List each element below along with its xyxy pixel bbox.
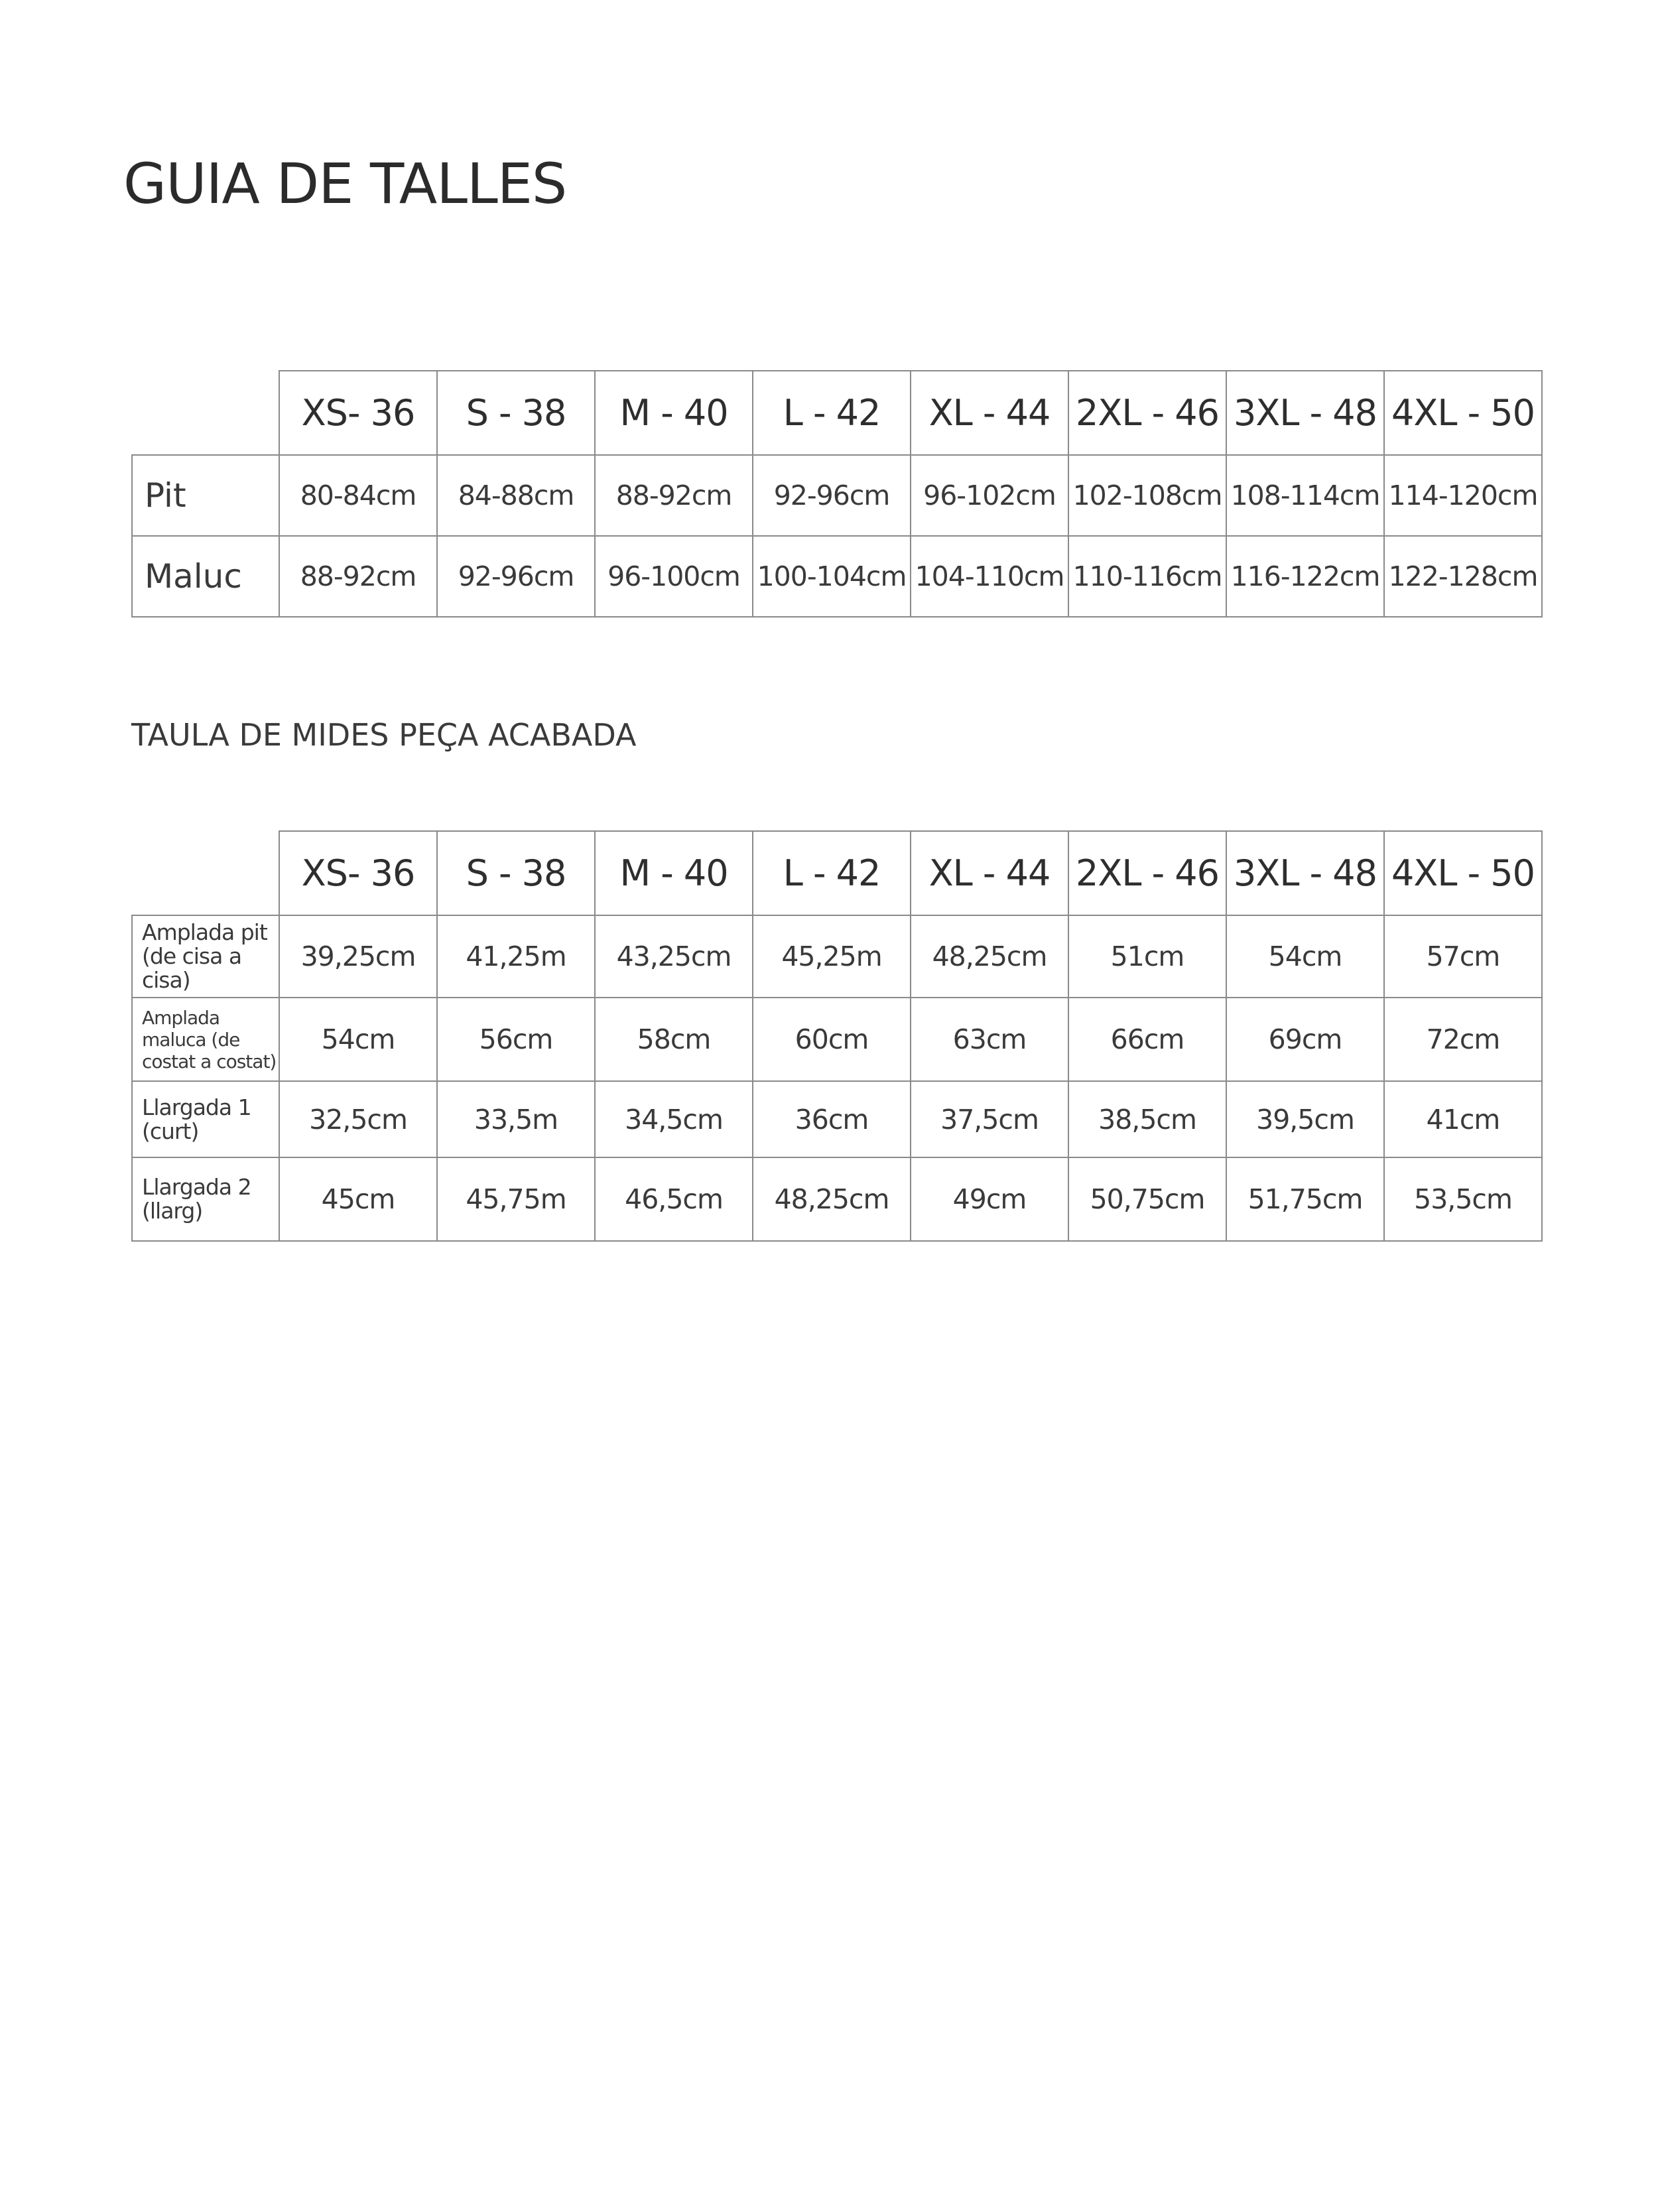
table-cell: 84-88cm bbox=[437, 455, 595, 536]
table-cell: 34,5cm bbox=[595, 1081, 753, 1157]
table-row bbox=[132, 1157, 1542, 1241]
table-cell: 80-84cm bbox=[279, 455, 437, 536]
size-header: 3XL - 48 bbox=[1226, 831, 1384, 915]
table-cell: 36cm bbox=[753, 1081, 911, 1157]
body-size-table bbox=[131, 370, 1543, 618]
table-cell: 57cm bbox=[1384, 915, 1542, 998]
size-header: L - 42 bbox=[753, 371, 911, 455]
table-cell: 45,25m bbox=[753, 915, 911, 998]
table-cell: 96-102cm bbox=[911, 455, 1068, 536]
size-header: 3XL - 48 bbox=[1226, 371, 1384, 455]
table-cell: 116-122cm bbox=[1226, 536, 1384, 617]
table-cell: 54cm bbox=[1226, 915, 1384, 998]
size-header: L - 42 bbox=[753, 831, 911, 915]
table-corner bbox=[132, 371, 279, 455]
size-header: M - 40 bbox=[595, 831, 753, 915]
table-cell: 53,5cm bbox=[1384, 1157, 1542, 1241]
table-cell: 39,5cm bbox=[1226, 1081, 1384, 1157]
row-label: Amplada pit (de cisa a cisa) bbox=[132, 915, 279, 998]
table-cell: 63cm bbox=[911, 998, 1068, 1081]
table-cell: 72cm bbox=[1384, 998, 1542, 1081]
finished-size-table bbox=[131, 830, 1543, 1242]
row-label: Amplada maluca (de costat a costat) bbox=[132, 998, 279, 1081]
table-cell: 50,75cm bbox=[1068, 1157, 1226, 1241]
table-cell: 48,25cm bbox=[911, 915, 1068, 998]
table-cell: 32,5cm bbox=[279, 1081, 437, 1157]
table-cell: 122-128cm bbox=[1384, 536, 1542, 617]
table-cell: 46,5cm bbox=[595, 1157, 753, 1241]
table-cell: 108-114cm bbox=[1226, 455, 1384, 536]
size-header: 4XL - 50 bbox=[1384, 831, 1542, 915]
size-header: 4XL - 50 bbox=[1384, 371, 1542, 455]
row-label: Pit bbox=[132, 455, 279, 536]
table-cell: 45,75m bbox=[437, 1157, 595, 1241]
row-label: Maluc bbox=[132, 536, 279, 617]
size-header: 2XL - 46 bbox=[1068, 831, 1226, 915]
table-row bbox=[132, 1081, 1542, 1157]
table-row bbox=[132, 455, 1542, 536]
table-row bbox=[132, 536, 1542, 617]
table-cell: 104-110cm bbox=[911, 536, 1068, 617]
table-cell: 58cm bbox=[595, 998, 753, 1081]
table-cell: 51cm bbox=[1068, 915, 1226, 998]
table-cell: 39,25cm bbox=[279, 915, 437, 998]
table-cell: 92-96cm bbox=[753, 455, 911, 536]
table-cell: 37,5cm bbox=[911, 1081, 1068, 1157]
table-cell: 56cm bbox=[437, 998, 595, 1081]
table-cell: 88-92cm bbox=[279, 536, 437, 617]
size-header: XS- 36 bbox=[279, 371, 437, 455]
table-cell: 38,5cm bbox=[1068, 1081, 1226, 1157]
table-cell: 114-120cm bbox=[1384, 455, 1542, 536]
table-cell: 33,5m bbox=[437, 1081, 595, 1157]
table-cell: 54cm bbox=[279, 998, 437, 1081]
table-cell: 69cm bbox=[1226, 998, 1384, 1081]
size-header: XS- 36 bbox=[279, 831, 437, 915]
size-header: S - 38 bbox=[437, 371, 595, 455]
table-cell: 43,25cm bbox=[595, 915, 753, 998]
size-header: XL - 44 bbox=[911, 831, 1068, 915]
table-cell: 41cm bbox=[1384, 1081, 1542, 1157]
section-title: TAULA DE MIDES PEÇA ACABADA bbox=[131, 717, 637, 753]
page-title: GUIA DE TALLES bbox=[123, 151, 567, 216]
table-cell: 66cm bbox=[1068, 998, 1226, 1081]
size-header-row bbox=[132, 831, 1542, 915]
table-cell: 60cm bbox=[753, 998, 911, 1081]
table-corner bbox=[132, 831, 279, 915]
row-label: Llargada 1 (curt) bbox=[132, 1081, 279, 1157]
table-row bbox=[132, 998, 1542, 1081]
table-cell: 51,75cm bbox=[1226, 1157, 1384, 1241]
table-cell: 45cm bbox=[279, 1157, 437, 1241]
table-cell: 110-116cm bbox=[1068, 536, 1226, 617]
row-label: Llargada 2 (llarg) bbox=[132, 1157, 279, 1241]
table-cell: 102-108cm bbox=[1068, 455, 1226, 536]
table-cell: 92-96cm bbox=[437, 536, 595, 617]
size-header: 2XL - 46 bbox=[1068, 371, 1226, 455]
table-cell: 41,25m bbox=[437, 915, 595, 998]
size-header-row bbox=[132, 371, 1542, 455]
table-cell: 49cm bbox=[911, 1157, 1068, 1241]
table-cell: 96-100cm bbox=[595, 536, 753, 617]
size-header: M - 40 bbox=[595, 371, 753, 455]
table-cell: 48,25cm bbox=[753, 1157, 911, 1241]
table-row bbox=[132, 915, 1542, 998]
size-header: S - 38 bbox=[437, 831, 595, 915]
size-header: XL - 44 bbox=[911, 371, 1068, 455]
table-cell: 100-104cm bbox=[753, 536, 911, 617]
table-cell: 88-92cm bbox=[595, 455, 753, 536]
